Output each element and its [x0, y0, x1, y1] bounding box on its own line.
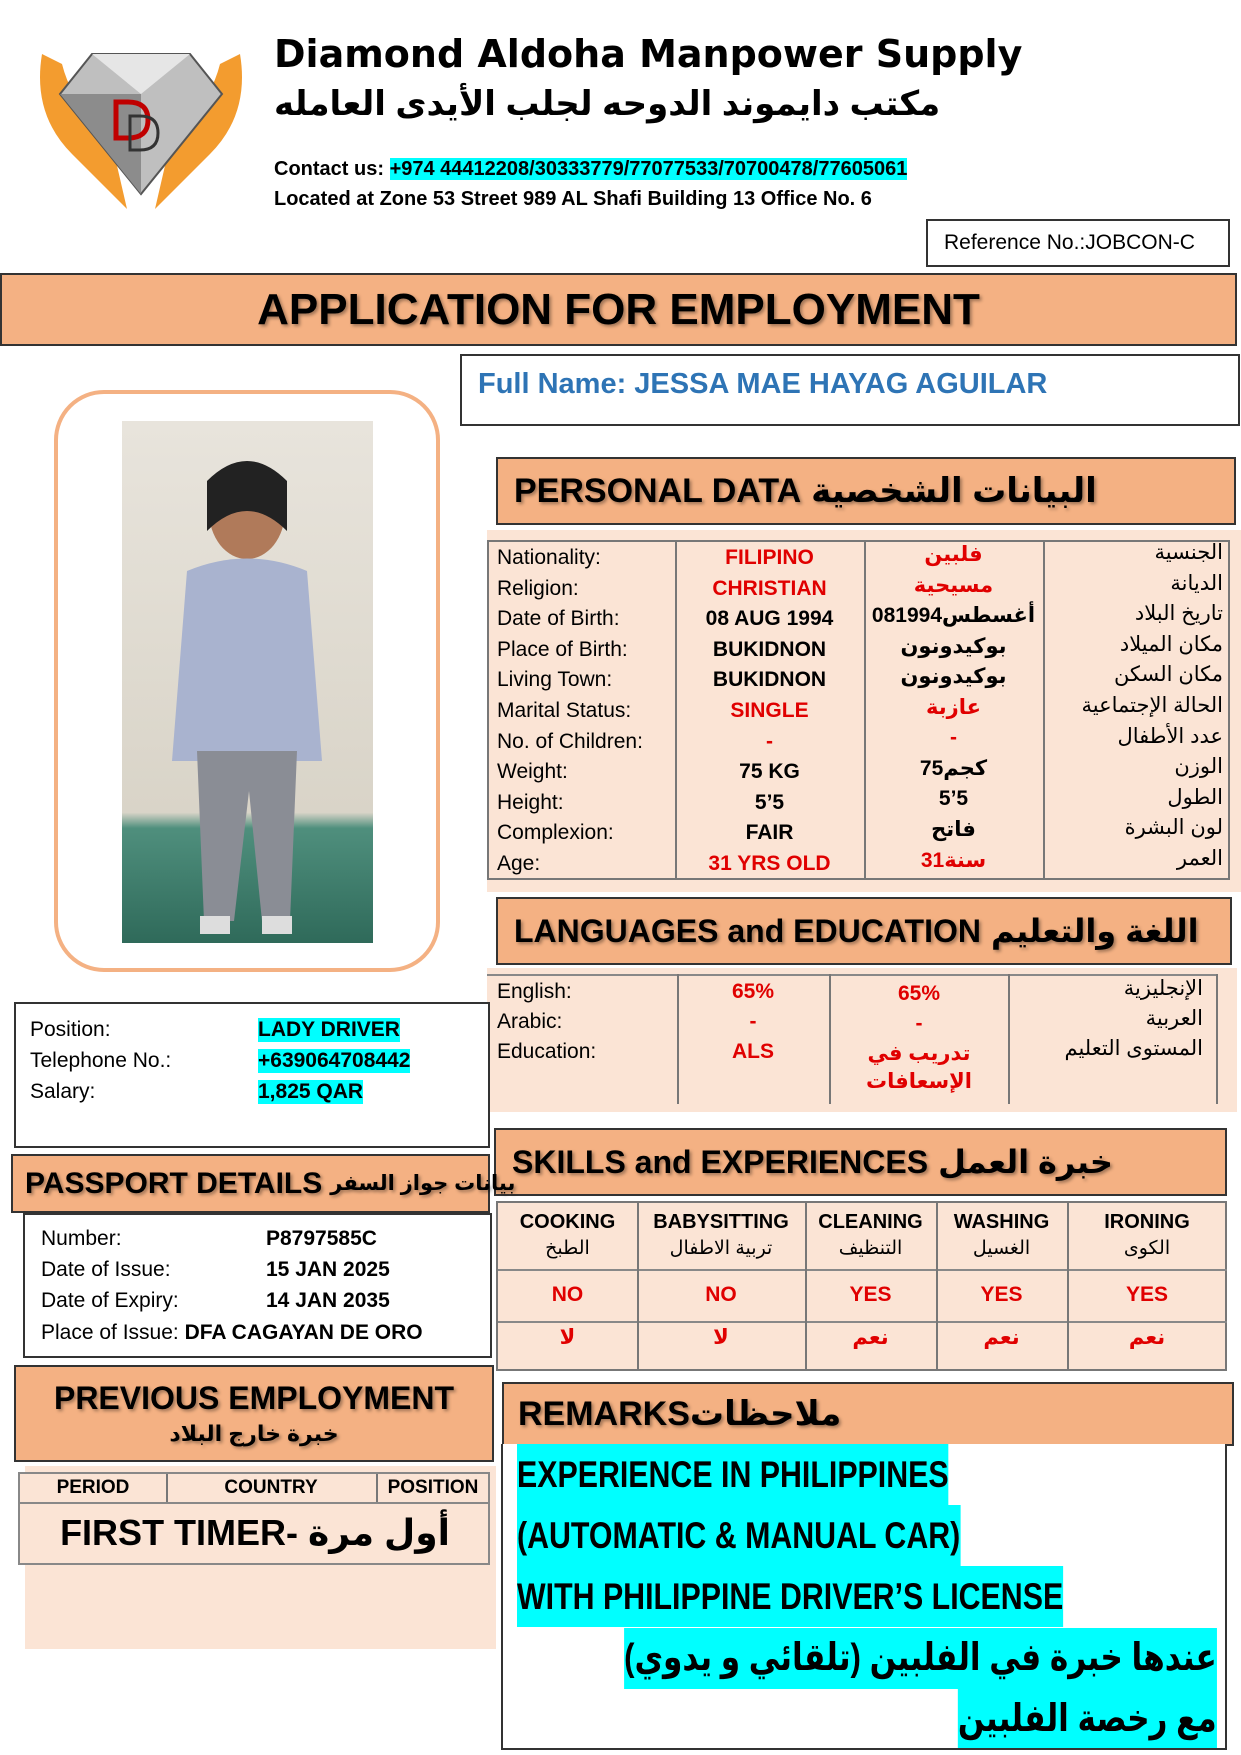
passport-label: Date of Issue: — [41, 1258, 171, 1281]
application-title-banner — [0, 273, 1237, 346]
previous-employment-header — [14, 1365, 494, 1462]
personal-value-ar: 75كجم — [919, 757, 988, 781]
languages-table — [487, 968, 1237, 1112]
section-title-en: PREVIOUS EMPLOYMENT — [53, 1380, 455, 1416]
job-value: +639064708442 — [258, 1049, 411, 1072]
person-silhouette-icon — [122, 421, 373, 943]
languages-education-header — [496, 897, 1232, 965]
personal-data-table — [487, 530, 1241, 892]
remarks-header — [502, 1382, 1234, 1446]
personal-value: CHRISTIAN — [712, 576, 827, 600]
personal-label-ar: الحالة الإجتماعية — [1081, 694, 1223, 717]
language-value: 65% — [731, 980, 775, 1003]
column-header-country: COUNTRY — [224, 1477, 318, 1498]
job-value: LADY DRIVER — [258, 1018, 400, 1041]
skill-name-ar: الكوى — [1123, 1238, 1171, 1259]
skill-answer: NO — [551, 1283, 584, 1306]
passport-label: Number: — [41, 1227, 122, 1250]
company-logo — [32, 34, 250, 214]
skill-answer-ar: نعم — [1128, 1326, 1166, 1349]
personal-label: Nationality: — [497, 546, 601, 569]
personal-label: Height: — [497, 790, 564, 814]
company-name: Diamond Aldoha Manpower Supply — [274, 32, 1023, 76]
previous-employment-table — [18, 1472, 490, 1565]
personal-label: Place of Birth: — [497, 637, 628, 661]
job-value: 1,825 QAR — [258, 1080, 364, 1103]
language-value-ar: 65% — [897, 982, 941, 1005]
skill-name-ar: التنظيف — [838, 1238, 903, 1259]
office-address: Located at Zone 53 Street 989 AL Shafi Building 13 Office No. 6 — [274, 188, 872, 210]
column-header-period: PERIOD — [56, 1477, 130, 1498]
column-header-position: POSITION — [387, 1477, 479, 1498]
personal-value-ar: بوكيدونون — [900, 634, 1007, 658]
reference-box — [926, 219, 1230, 267]
personal-value-ar: مسيحية — [913, 573, 994, 597]
language-value-ar: - — [915, 1012, 923, 1035]
personal-label: Weight: — [497, 760, 568, 784]
language-value: - — [749, 1010, 757, 1033]
personal-value: - — [766, 729, 773, 753]
skill-answer-ar: نعم — [983, 1326, 1020, 1349]
passport-place-of-issue — [41, 1321, 423, 1345]
language-label-ar: المستوى التعليم — [1064, 1037, 1203, 1060]
personal-value: 31 YRS OLD — [708, 852, 831, 875]
skill-answer-ar: لا — [713, 1326, 729, 1349]
previous-employment-entry: FIRST TIMER- أول مرة — [60, 1512, 450, 1553]
personal-value-ar: 08أغسطس1994 — [871, 604, 1036, 628]
language-label-ar: العربية — [1145, 1007, 1203, 1030]
job-info-box — [14, 1002, 490, 1148]
personal-value-ar: 31سنة — [920, 849, 987, 872]
passport-value: 14 JAN 2035 — [266, 1289, 390, 1312]
remark-line-ar: مع رخصة الفلبين — [958, 1689, 1217, 1750]
contact-label: Contact us: — [274, 158, 384, 180]
field-label: Place of Issue: — [41, 1321, 179, 1344]
language-label: Education: — [497, 1040, 597, 1063]
personal-value: 75 KG — [739, 760, 800, 784]
section-title-ar: خبرة العمل — [938, 1144, 1113, 1180]
personal-label-ar: مكان السكن — [1113, 663, 1223, 687]
language-label: Arabic: — [497, 1010, 563, 1033]
remarks-box — [501, 1444, 1227, 1750]
personal-value: FAIR — [745, 821, 794, 845]
language-value-ar: تدريب في الإسعافات — [866, 1042, 972, 1093]
personal-label-ar: العمر — [1176, 847, 1223, 870]
diamond-hands-logo-icon — [32, 34, 250, 214]
section-title-ar: خبرة خارج البلاد — [169, 1421, 339, 1446]
personal-value: FILIPINO — [725, 546, 814, 569]
personal-value-ar: بوكيدونون — [900, 665, 1007, 689]
personal-value-ar: - — [950, 725, 957, 749]
remark-line: (AUTOMATIC & MANUAL CAR) — [517, 1505, 960, 1566]
personal-label: Complexion: — [497, 821, 614, 845]
passport-label: Date of Expiry: — [41, 1289, 179, 1312]
passport-value: P8797585C — [266, 1227, 377, 1250]
reference-number: Reference No.:JOBCON-C — [944, 231, 1195, 254]
personal-label-ar: الطول — [1167, 785, 1223, 809]
personal-value: 5’5 — [754, 790, 785, 814]
full-name: Full Name: JESSA MAE HAYAG AGUILAR — [478, 368, 1048, 400]
job-label: Salary: — [30, 1080, 96, 1103]
section-title-ar: البيانات الشخصية — [811, 472, 1097, 510]
personal-label: Age: — [497, 852, 541, 875]
section-title-en: SKILLS and EXPERIENCES — [512, 1143, 929, 1180]
section-title-ar: بيانات جواز السفر — [330, 1172, 516, 1195]
language-label-ar: الإنجليزية — [1123, 977, 1203, 1000]
skill-name-ar: تربية الاطفال — [669, 1238, 773, 1259]
skills-experiences-header — [494, 1128, 1227, 1196]
personal-label-ar: لون البشرة — [1124, 816, 1223, 840]
remark-line: WITH PHILIPPINE DRIVER’S LICENSE — [517, 1566, 1063, 1627]
personal-label: Living Town: — [497, 668, 613, 692]
applicant-photo — [122, 421, 373, 943]
skill-name-ar: الغسيل — [972, 1238, 1031, 1259]
personal-label-ar: عدد الأطفال — [1117, 724, 1223, 748]
personal-value: 08 AUG 1994 — [705, 607, 834, 631]
full-name-box — [460, 354, 1240, 426]
personal-label: Date of Birth: — [497, 607, 620, 631]
skill-answer: NO — [705, 1283, 737, 1306]
personal-data-header — [496, 457, 1236, 525]
section-title: REMARKSملاحظات — [518, 1395, 842, 1433]
contact-line — [274, 158, 907, 181]
skill-name: IRONING — [1104, 1211, 1190, 1233]
personal-value: BUKIDNON — [712, 668, 827, 692]
passport-value: 15 JAN 2025 — [266, 1258, 390, 1281]
passport-details-header — [11, 1154, 516, 1213]
skill-answer: YES — [980, 1283, 1023, 1306]
section-title-en: PASSPORT DETAILS — [25, 1166, 323, 1200]
skill-name: CLEANING — [818, 1211, 923, 1233]
personal-label-ar: مكان الميلاد — [1119, 632, 1223, 656]
skill-name: COOKING — [519, 1211, 616, 1233]
job-label: Position: — [30, 1018, 111, 1041]
skill-name: BABYSITTING — [653, 1211, 789, 1233]
page-title: APPLICATION FOR EMPLOYMENT — [257, 284, 980, 334]
section-title-en: LANGUAGES and EDUCATION — [514, 912, 981, 949]
personal-value-ar: 5’5 — [938, 786, 969, 810]
section-title-ar: اللغة والتعليم — [990, 913, 1199, 949]
personal-value: BUKIDNON — [712, 637, 827, 661]
contact-numbers: +974 44412208/30333779/77077533/70700478/77605061 — [389, 158, 908, 180]
skill-answer-ar: نعم — [852, 1326, 889, 1349]
personal-label: Marital Status: — [497, 699, 632, 722]
personal-value: SINGLE — [730, 699, 809, 722]
personal-label: No. of Children: — [497, 729, 643, 753]
personal-label-ar: تاريخ البلاد — [1134, 602, 1223, 626]
personal-label-ar: الجنسية — [1154, 541, 1223, 564]
remark-line-ar: عندها خبرة في الفلبين (تلقائي و يدوي) — [624, 1628, 1217, 1689]
personal-value-ar: عازبة — [926, 696, 981, 719]
language-label: English: — [497, 980, 572, 1003]
skills-table — [496, 1201, 1227, 1371]
remarks-text — [517, 1444, 1217, 1749]
skill-name-ar: الطبخ — [545, 1238, 590, 1259]
personal-label-ar: الديانة — [1170, 571, 1223, 595]
personal-label-ar: الوزن — [1174, 755, 1223, 779]
skill-answer-ar: لا — [559, 1326, 576, 1349]
passport-box — [23, 1213, 492, 1358]
job-label: Telephone No.: — [30, 1049, 172, 1072]
skill-answer: YES — [849, 1283, 892, 1306]
field-value: DFA CAGAYAN DE ORO — [184, 1321, 423, 1344]
company-name-arabic: مكتب دايموند الدوحه لجلب الأيدى العامله — [274, 85, 941, 123]
section-title-en: PERSONAL DATA — [514, 471, 802, 510]
skill-name: WASHING — [953, 1211, 1050, 1233]
personal-value-ar: فلبين — [924, 543, 983, 566]
language-value: ALS — [732, 1040, 774, 1063]
personal-value-ar: فاتح — [931, 818, 976, 842]
skill-answer: YES — [1125, 1283, 1169, 1306]
remark-line: EXPERIENCE IN PHILIPPINES — [517, 1444, 949, 1505]
personal-label: Religion: — [497, 576, 579, 600]
